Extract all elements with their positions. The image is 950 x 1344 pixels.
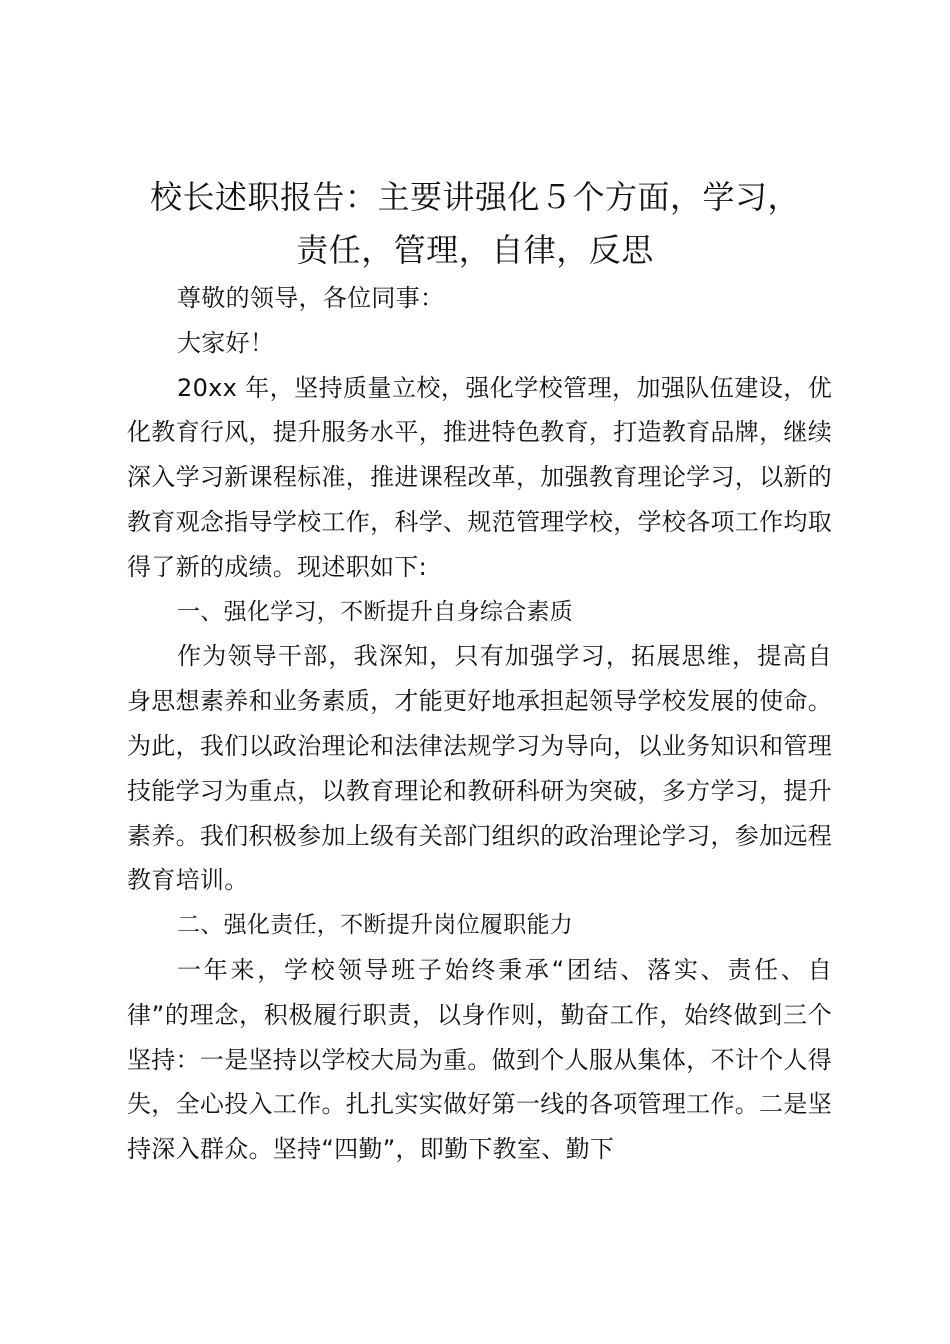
intro-paragraph: 20xx 年，坚持质量立校，强化学校管理，加强队伍建设，优化教育行风，提升服务水平，推进特色教育，打造教育品牌，继续深入学习新课程标准，推进课程改革，加强教育理论学习，以新的教育观念指导学校工作，科学、规范管理学校，学校各项工作均取得了新的成绩。现述职如下: (127, 373, 832, 581)
section-heading-2: 二、强化责任，不断提升岗位履职能力 (177, 912, 574, 939)
document-body (127, 276, 832, 1172)
salutation: 尊敬的领导，各位同事： (177, 284, 445, 312)
greeting: 大家好！ (177, 328, 275, 357)
title-line-1: 校长述职报告：主要讲强化５个方面，学习， (149, 178, 800, 216)
section-1-paragraph: 作为领导干部，我深知，只有加强学习，拓展思维，提高自身思想素养和业务素质，才能更好地承担起领导学校发展的使命。为此，我们以政治理论和法律法规学习为导向，以业务知识和管理技能学习为重点，以教育理论和教研科研为突破，多方学习，提升素养。我们积极参加上级有关部门组织的政治理论学习，参加远程教育培训。 (127, 642, 832, 895)
document-title (120, 171, 830, 277)
section-heading-1: 一、强化学习，不断提升自身综合素质 (177, 598, 574, 625)
title-line-2: 责任，管理，自律，反思 (296, 231, 654, 269)
section-2-paragraph: 一年来，学校领导班子始终秉承“团结、落实、责任、自律”的理念，积极履行职责，以身作则，勤奋工作，始终做到三个坚持：一是坚持以学校大局为重。做到个人服从集体，不计个人得失，全心投入工作。扎扎实实做好第一线的各项管理工作。二是坚持深入群众。坚持“四勤”，即勤下教室、勤下 (127, 955, 832, 1164)
